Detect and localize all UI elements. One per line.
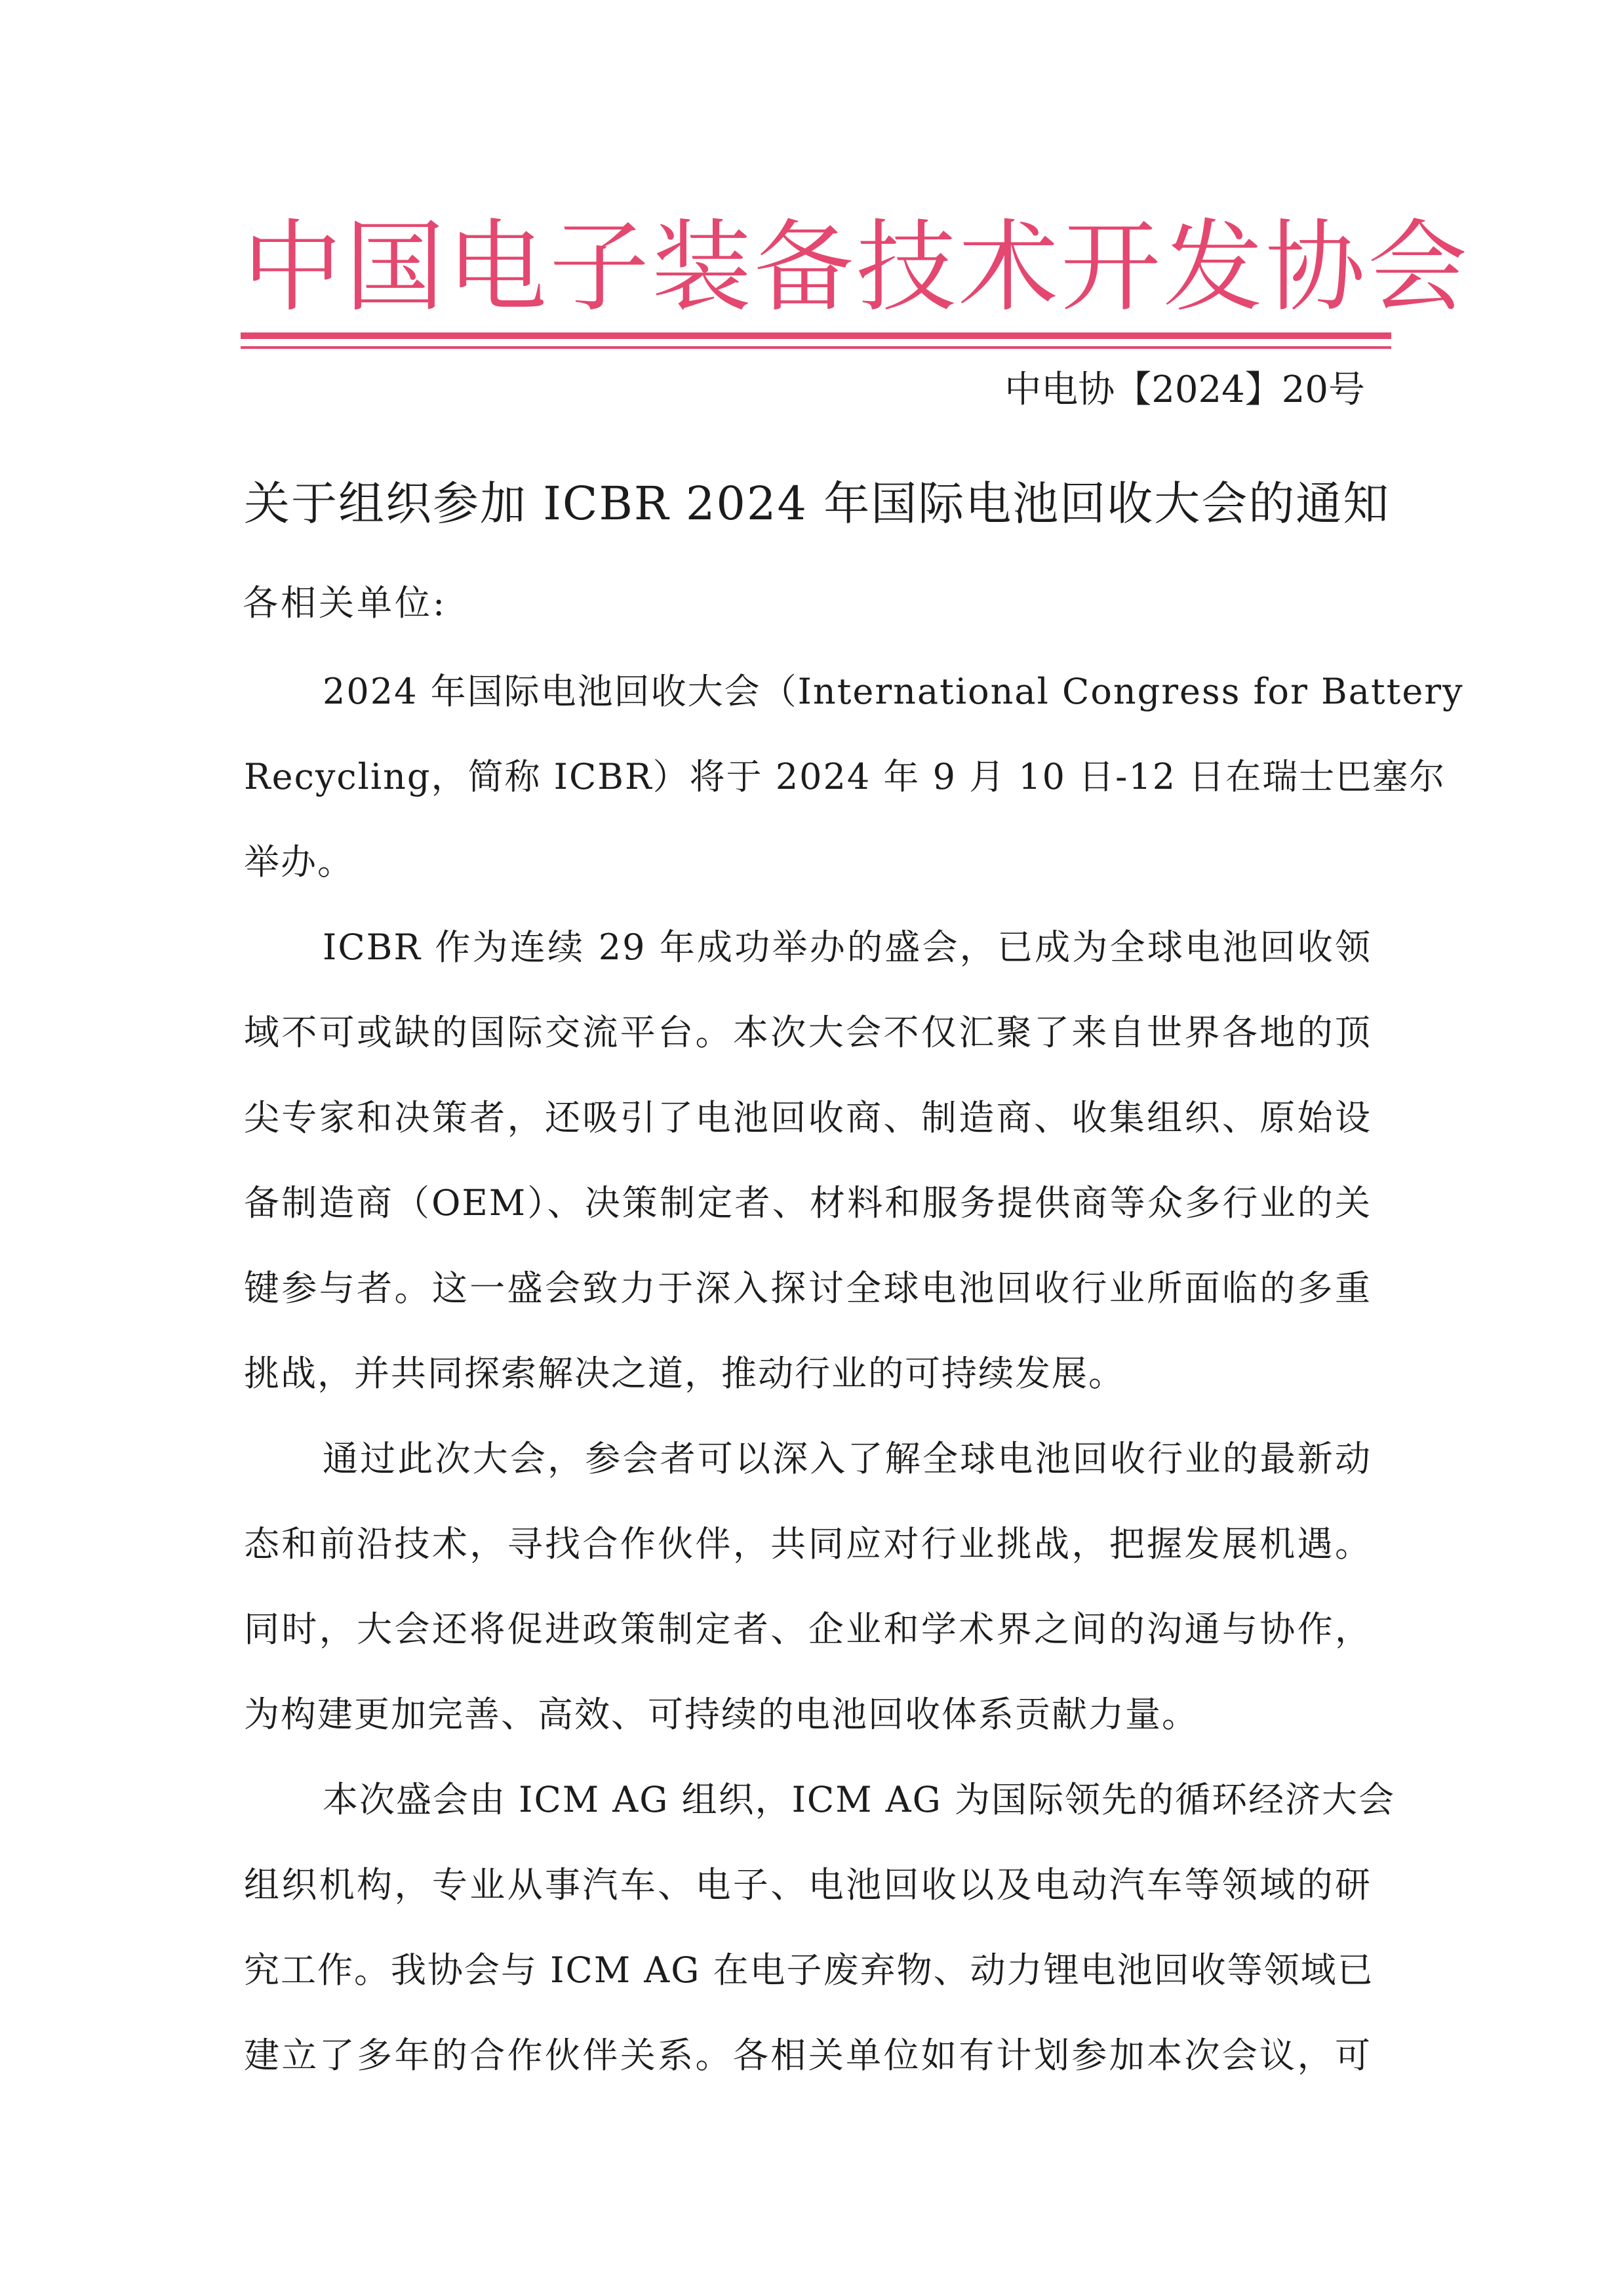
body-line: 举办。: [244, 841, 354, 883]
body-line: 同时，大会还将促进政策制定者、企业和学术界之间的沟通与协作，: [244, 1608, 1372, 1650]
body-line: 挑战，并共同探索解决之道，推动行业的可持续发展。: [244, 1353, 1125, 1394]
body-line: 组织机构，专业从事汽车、电子、电池回收以及电动汽车等领域的研: [244, 1864, 1372, 1906]
salutation: 各相关单位:: [243, 582, 448, 624]
body-line: 备制造商（OEM）、决策制定者、材料和服务提供商等众多行业的关: [244, 1182, 1372, 1224]
body-line: 键参与者。这一盛会致力于深入探讨全球电池回收行业所面临的多重: [244, 1267, 1372, 1309]
body-line: 究工作。我协会与 ICM AG 在电子废弃物、动力锂电池回收等领域已: [244, 1949, 1374, 1991]
body-line: 建立了多年的合作伙伴关系。各相关单位如有计划参加本次会议，可: [244, 2035, 1372, 2076]
body-line: Recycling，简称 ICBR）将于 2024 年 9 月 10 日-12 日在瑞士巴塞尔: [244, 756, 1446, 797]
letterhead-organization: 中国电子装备技术开发协会: [243, 209, 1470, 325]
body-line: 为构建更加完善、高效、可持续的电池回收体系贡献力量。: [244, 1694, 1198, 1735]
notice-title: 关于组织参加 ICBR 2024 年国际电池回收大会的通知: [244, 477, 1391, 530]
body-line: 域不可或缺的国际交流平台。本次大会不仅汇聚了来自世界各地的顶: [244, 1012, 1372, 1053]
document-number: 中电协【2024】20号: [1004, 369, 1365, 411]
letterhead-rule-thin: [241, 346, 1391, 349]
body-line: 2024 年国际电池回收大会（International Congress for Battery: [323, 671, 1464, 712]
body-line: 通过此次大会，参会者可以深入了解全球电池回收行业的最新动: [323, 1438, 1372, 1479]
body-line: 态和前沿技术，寻找合作伙伴，共同应对行业挑战，把握发展机遇。: [244, 1523, 1372, 1565]
body-line: 本次盛会由 ICM AG 组织，ICM AG 为国际领先的循环经济大会: [323, 1779, 1395, 1820]
letterhead-rule-thick: [241, 332, 1391, 339]
body-line: 尖专家和决策者，还吸引了电池回收商、制造商、收集组织、原始设: [244, 1097, 1372, 1138]
body-line: ICBR 作为连续 29 年成功举办的盛会，已成为全球电池回收领: [323, 927, 1372, 968]
